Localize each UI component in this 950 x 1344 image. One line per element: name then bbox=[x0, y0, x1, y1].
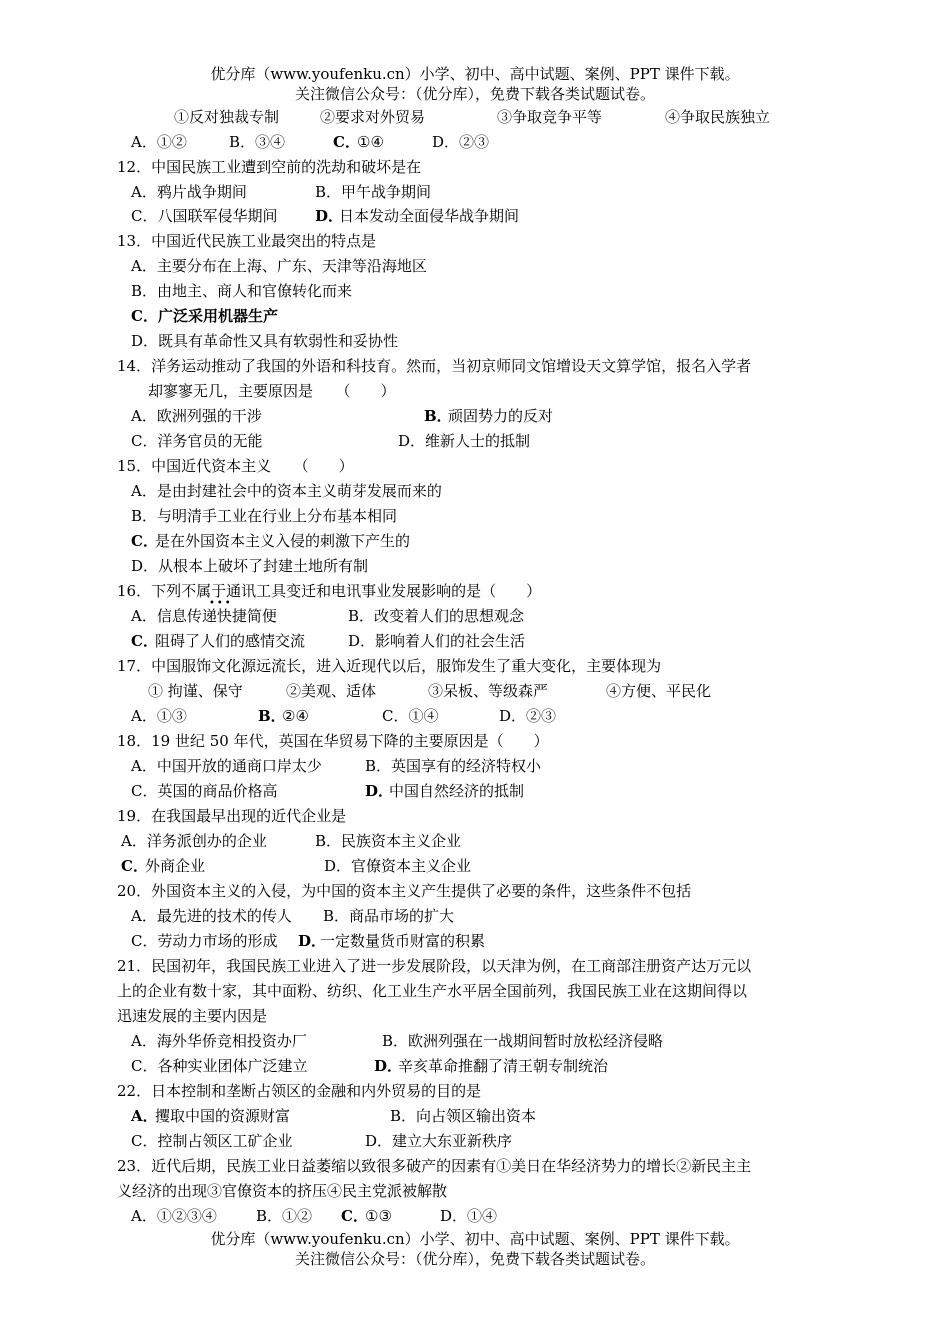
q13-option-b: B．由地主、商人和官僚转化而来 bbox=[131, 282, 353, 300]
q13-stem: 13．中国近代民族工业最突出的特点是 bbox=[117, 232, 377, 250]
q17-item-2: ②美观、适体 bbox=[286, 682, 377, 700]
emphasis-dots: ••• bbox=[209, 598, 233, 609]
q19-option-c-letter: C． bbox=[121, 857, 148, 875]
q23-stem-line-1: 23．近代后期，民族工业日益萎缩以致很多破产的因素有①美日在华经济势力的增长②新民主主 bbox=[117, 1157, 752, 1175]
q20-option-a: A．最先进的技术的传人 bbox=[131, 907, 292, 925]
q16-option-c-letter: C． bbox=[131, 632, 158, 650]
q14-option-b-letter: B． bbox=[424, 407, 452, 425]
q15-stem: 15．中国近代资本主义 （ ） bbox=[117, 457, 354, 475]
q15-option-c: 是在外国资本主义入侵的刺激下产生的 bbox=[155, 532, 411, 550]
q21-option-b: B．欧洲列强在一战期间暂时放松经济侵略 bbox=[382, 1032, 664, 1050]
q14-stem-line-2: 却寥寥无几，主要原因是 （ ） bbox=[148, 382, 396, 400]
q21-stem-line-2: 上的企业有数十家，其中面粉、纺织、化工业生产水平居全国前列，我国民族工业在这期间得以 bbox=[117, 982, 748, 1000]
header-line-1: 优分库（www.youfenku.cn）小学、初中、高中试题、案例、PPT 课件下载。 bbox=[210, 65, 740, 83]
q12-option-d-letter: D． bbox=[315, 207, 344, 225]
q17-option-d: D．②③ bbox=[499, 707, 557, 725]
footer-line-1: 优分库（www.youfenku.cn）小学、初中、高中试题、案例、PPT 课件下载。 bbox=[210, 1230, 740, 1248]
q17-option-b-letter: B． bbox=[258, 707, 286, 725]
q15-option-d: D．从根本上破坏了封建土地所有制 bbox=[131, 557, 369, 575]
q11-item-4: ④争取民族独立 bbox=[665, 108, 771, 126]
q15-option-c-letter: C． bbox=[131, 532, 158, 550]
q20-option-b: B．商品市场的扩大 bbox=[323, 907, 455, 925]
q23-option-c: ①③ bbox=[365, 1207, 392, 1225]
q17-item-1: ① 拘谨、保守 bbox=[148, 682, 243, 700]
q14-option-c: C．洋务官员的无能 bbox=[131, 432, 263, 450]
q21-stem-line-1: 21．民国初年，我国民族工业进入了进一步发展阶段，以天津为例，在工商部注册资产达万元以 bbox=[117, 957, 752, 975]
q19-option-d: D．官僚资本主义企业 bbox=[324, 857, 472, 875]
q21-option-c: C．各种实业团体广泛建立 bbox=[131, 1057, 308, 1075]
q18-option-a: A．中国开放的通商口岸太少 bbox=[131, 757, 322, 775]
q18-option-d: 中国自然经济的抵制 bbox=[389, 782, 525, 800]
q22-option-d: D．建立大东亚新秩序 bbox=[365, 1132, 513, 1150]
q17-item-3: ③呆板、等级森严 bbox=[428, 682, 549, 700]
q14-option-a: A．欧洲列强的干涉 bbox=[131, 407, 262, 425]
q22-option-b: B．向占领区输出资本 bbox=[390, 1107, 537, 1125]
q18-option-b: B．英国享有的经济特权小 bbox=[365, 757, 542, 775]
q11-option-d: D．②③ bbox=[432, 133, 490, 151]
q23-option-b: B．①② bbox=[256, 1207, 313, 1225]
q16-option-a: A．信息传递快捷简便 bbox=[131, 607, 277, 625]
footer-line-2: 关注微信公众号：（优分库），免费下载各类试题试卷。 bbox=[294, 1250, 655, 1268]
q20-option-c: C．劳动力市场的形成 bbox=[131, 932, 278, 950]
q13-option-d: D．既具有革命性又具有软弱性和妥协性 bbox=[131, 332, 399, 350]
q13-option-c: C．广泛采用机器生产 bbox=[131, 307, 278, 325]
q23-option-a: A．①②③④ bbox=[131, 1207, 217, 1225]
q22-option-a: 攫取中国的资源财富 bbox=[155, 1107, 291, 1125]
q12-option-d: 日本发动全面侵华战争期间 bbox=[339, 207, 520, 225]
q23-option-c-letter: C． bbox=[341, 1207, 368, 1225]
q15-option-b: B．与明清手工业在行业上分布基本相同 bbox=[131, 507, 398, 525]
q17-item-4: ④方便、平民化 bbox=[606, 682, 712, 700]
q19-option-a: A．洋务派创办的企业 bbox=[121, 832, 267, 850]
q17-option-c: C．①④ bbox=[382, 707, 439, 725]
q11-item-2: ②要求对外贸易 bbox=[320, 108, 426, 126]
q19-option-b: B．民族资本主义企业 bbox=[315, 832, 462, 850]
q19-stem: 19．在我国最早出现的近代企业是 bbox=[117, 807, 347, 825]
q12-option-c: C．八国联军侵华期间 bbox=[131, 207, 278, 225]
q23-stem-line-2: 义经济的出现③官僚资本的挤压④民主党派被解散 bbox=[117, 1182, 448, 1200]
q16-stem: 16．下列不属于通讯工具变迁和电讯事业发展影响的是（ ） bbox=[117, 582, 542, 600]
q18-option-c: C．英国的商品价格高 bbox=[131, 782, 278, 800]
q13-option-a: A．主要分布在上海、广东、天津等沿海地区 bbox=[131, 257, 427, 275]
q14-option-d: D．维新人士的抵制 bbox=[398, 432, 531, 450]
q12-option-a: A．鸦片战争期间 bbox=[131, 183, 247, 201]
q22-stem: 22．日本控制和垄断占领区的金融和内外贸易的目的是 bbox=[117, 1082, 482, 1100]
q18-stem: 18．19 世纪 50 年代，英国在华贸易下降的主要原因是（ ） bbox=[117, 732, 549, 750]
q12-option-b: B．甲午战争期间 bbox=[315, 183, 432, 201]
q20-option-d-letter: D． bbox=[298, 932, 327, 950]
q22-option-a-letter: A． bbox=[131, 1107, 158, 1125]
q18-option-d-letter: D． bbox=[365, 782, 394, 800]
q11-option-c: ①④ bbox=[357, 133, 384, 151]
q11-option-b: B．③④ bbox=[229, 133, 286, 151]
q11-item-3: ③争取竞争平等 bbox=[497, 108, 603, 126]
q22-option-c: C．控制占领区工矿企业 bbox=[131, 1132, 293, 1150]
q21-option-d-letter: D． bbox=[374, 1057, 403, 1075]
q12-stem: 12．中国民族工业遭到空前的洗劫和破坏是在 bbox=[117, 158, 422, 176]
q17-stem: 17．中国服饰文化源远流长，进入近现代以后，服饰发生了重大变化，主要体现为 bbox=[117, 657, 662, 675]
q11-option-a: A．①② bbox=[131, 133, 187, 151]
q16-option-b: B．改变着人们的思想观念 bbox=[348, 607, 525, 625]
q21-option-a: A．海外华侨竞相投资办厂 bbox=[131, 1032, 307, 1050]
q20-stem: 20．外国资本主义的入侵，为中国的资本主义产生提供了必要的条件，这些条件不包括 bbox=[117, 882, 692, 900]
q11-option-c-letter: C． bbox=[333, 133, 360, 151]
q19-option-c: 外商企业 bbox=[145, 857, 206, 875]
q23-option-d: D．①④ bbox=[440, 1207, 498, 1225]
q21-stem-line-3: 迅速发展的主要内因是 bbox=[117, 1007, 268, 1025]
q17-option-b: ②④ bbox=[282, 707, 309, 725]
q20-option-d: 一定数量货币财富的积累 bbox=[320, 932, 486, 950]
q14-option-b: 顽固势力的反对 bbox=[448, 407, 554, 425]
q11-item-1: ①反对独裁专制 bbox=[174, 108, 280, 126]
q21-option-d: 辛亥革命推翻了清王朝专制统治 bbox=[398, 1057, 609, 1075]
q14-stem-line-1: 14．洋务运动推动了我国的外语和科技育。然而，当初京师同文馆增设天文算学馆，报名入学者 bbox=[117, 357, 752, 375]
q15-option-a: A．是由封建社会中的资本主义萌芽发展而来的 bbox=[131, 482, 442, 500]
q16-option-c: 阻碍了人们的感情交流 bbox=[155, 632, 306, 650]
q16-option-d: D．影响着人们的社会生活 bbox=[348, 632, 526, 650]
q17-option-a: A．①③ bbox=[131, 707, 187, 725]
header-line-2: 关注微信公众号：（优分库），免费下载各类试题试卷。 bbox=[294, 85, 655, 103]
